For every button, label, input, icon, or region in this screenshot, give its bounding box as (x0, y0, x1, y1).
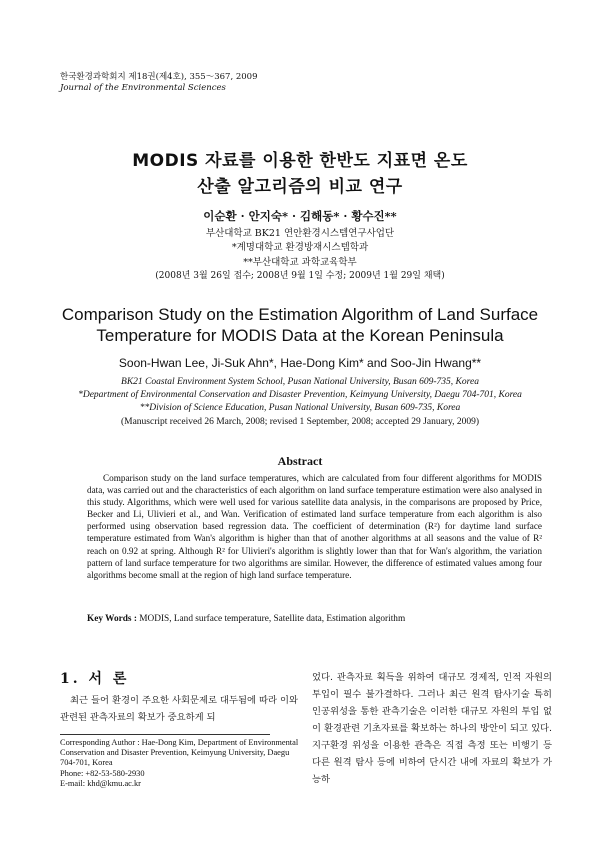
footnote-divider (60, 734, 270, 735)
korean-authors: 이순환 · 안지숙* · 김해동* · 황수진** (203, 209, 397, 223)
introduction-left-column: 최근 들어 환경이 주요한 사회문제로 대두됨에 따라 이와 관련된 관측자료의 확보가 중요하게 되 (60, 695, 298, 723)
footnote-email: E-mail: khd@kmu.ac.kr (60, 778, 141, 788)
english-title-line1: Comparison Study on the Estimation Algorithm of Land Surface (61, 305, 539, 324)
keywords-label: Key Words : (87, 614, 137, 624)
english-title-line2: Temperature for MODIS Data at the Korean Peninsula (96, 326, 504, 345)
english-affiliation-2: *Department of Environmental Conservation and Disaster Prevention, Keimyung University, Daegu 704-701, Korea (78, 390, 522, 400)
english-received-dates: (Manuscript received 26 March, 2008; revised 1 September, 2008; accepted 29 January, 2009) (120, 417, 480, 427)
korean-received-dates: (2008년 3월 26일 접수; 2008년 9월 1일 수정; 2009년 1월 29일 채택) (155, 271, 445, 281)
section-heading-introduction: 1. 서 론 (60, 671, 130, 687)
korean-affiliation-3: **부산대학교 과학교육학부 (243, 257, 357, 268)
journal-citation: 한국환경과학회지 제18권(제4호), 355～367, 2009 (60, 72, 258, 82)
korean-title-line2: 산출 알고리즘의 비교 연구 (197, 177, 403, 197)
keywords (87, 614, 547, 624)
english-authors: Soon-Hwan Lee, Ji-Suk Ahn*, Hae-Dong Kim* and Soo-Jin Hwang** (118, 356, 482, 370)
corresponding-author-footnote (60, 738, 305, 789)
footnote-phone: Phone: +82-53-580-2930 (60, 768, 145, 778)
korean-affiliation-2: *계명대학교 환경방재시스템학과 (231, 242, 369, 253)
keywords-text: MODIS, Land surface temperature, Satellite data, Estimation algorithm (136, 614, 406, 624)
korean-title-line1: MODIS 자료를 이용한 한반도 지표면 온도 (132, 151, 468, 171)
english-affiliation-3: **Division of Science Education, Pusan National University, Busan 609-735, Korea (139, 403, 461, 413)
footnote-author: Corresponding Author : Hae-Dong Kim, Department of Environmental Conservation and Disaster Prevention, Keimyung University, Daegu 704-701, Korea (60, 738, 299, 768)
abstract-heading: Abstract (277, 454, 323, 468)
english-affiliation-1: BK21 Coastal Environment System School, Pusan National University, Busan 609-735, Korea (121, 377, 479, 387)
journal-name: Journal of the Environmental Sciences (60, 83, 226, 93)
korean-affiliation-1: 부산대학교 BK21 연안환경시스템연구사업단 (205, 228, 395, 239)
abstract-text: Comparison study on the land surface temperatures, which are calculated from four different algorithms for MODIS data, was carried out and the characteristics of each algorithm on land surface temperature estimation were also analysed in this study. Algorithms, which were well used for various satellite data analysis, in the comparisons are proposed by Price, Becker and Li, Ulivieri et al., and Wan. Verification of estimated land surface temperature from each algorithm is also performed using observation based regression data. The coefficient of determination (R²) for daytime land surface temperature estimated from Wan's algorithm is higher than that of another algorithms at all seasons and the value of R² reach on 0.92 at spring. Although R² for Ulivieri's algorithm is slightly lower than that for Wan's algorithm, the variation pattern of land surface temperature for two algorithms are similar. However, the difference of estimated values among four algorithms become small at the region of high land surface temperature. (87, 473, 542, 580)
introduction-right-column: 었다. 관측자료 획득을 위하여 대규모 경제적, 인적 자원의 투입이 필수 불가결하다. 그러나 최근 원격 탐사기술 특히 인공위성을 통한 관측기술은 이러한 대규모 자원의 투입 없이 환경관련 기초자료를 확보하는 하나의 방안이 되고 있다. 지구환경 위성을 이용한 관측은 직접 측정 또는 비행기 등 다른 원격 탐사 등에 비하여 단시간 내에 자료의 확보가 가능하 (312, 672, 552, 785)
